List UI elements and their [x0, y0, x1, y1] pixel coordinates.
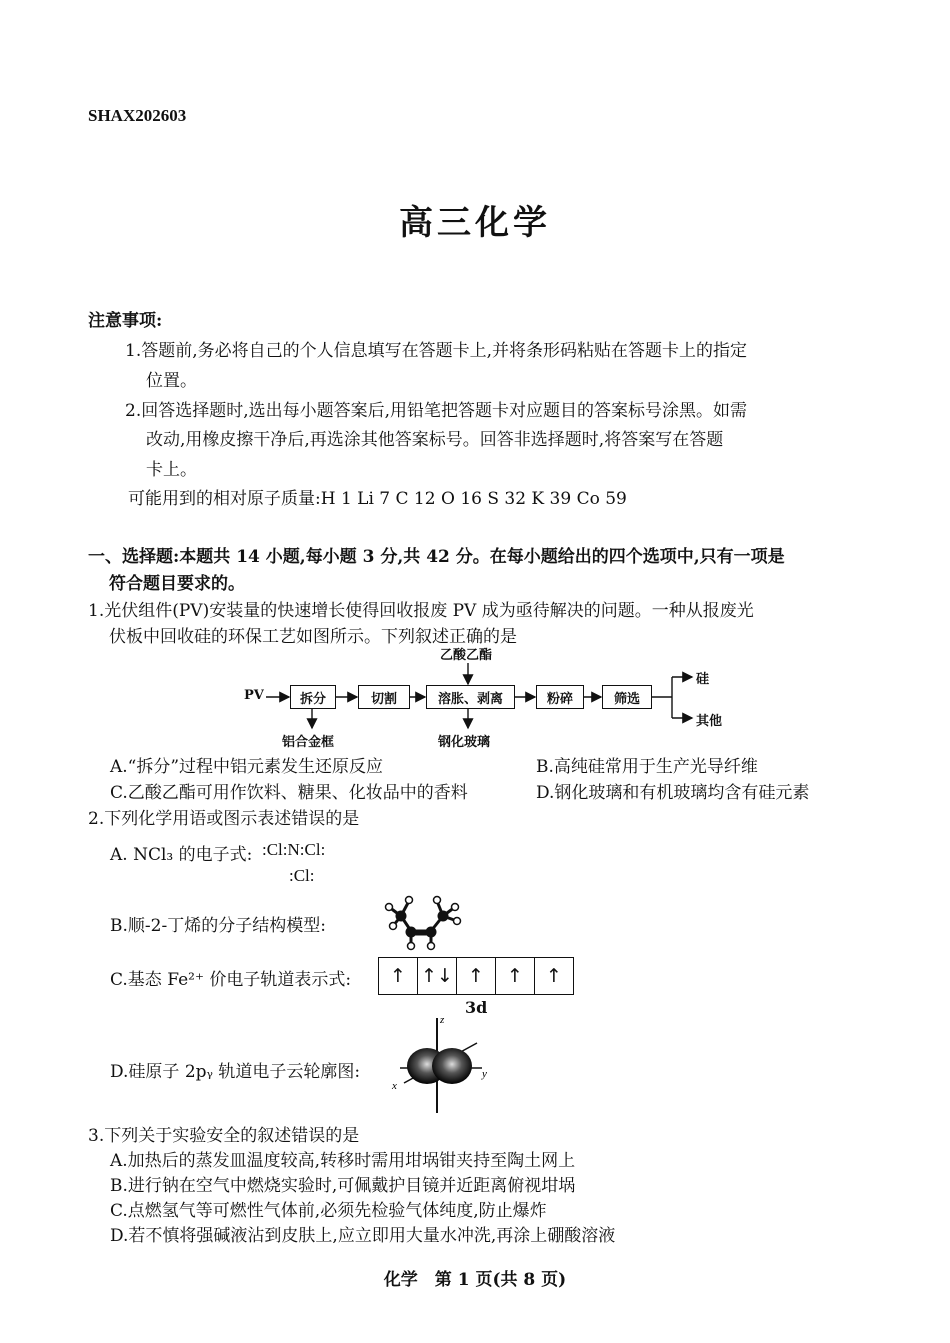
q1-option-c: C.乙酸乙酯可用作饮料、糖果、化妆品中的香料	[110, 783, 468, 803]
cis-2-butene-model	[380, 890, 470, 952]
orbital-box-1: ↑	[379, 958, 418, 994]
q2-option-c-label: C.基态 Fe²⁺ 价电子轨道表示式:	[110, 970, 352, 990]
q3-option-b: B.进行钠在空气中燃烧实验时,可佩戴护目镜并近距离俯视坩埚	[110, 1176, 576, 1196]
orbital-box-4: ↑	[496, 958, 535, 994]
flow-step-split: 拆分	[290, 685, 336, 709]
atomic-masses: 可能用到的相对原子质量:H 1 Li 7 C 12 O 16 S 32 K 39 Co 59	[128, 489, 627, 509]
q3-stem: 3.下列关于实验安全的叙述错误的是	[88, 1126, 360, 1146]
exam-code: SHAX202603	[88, 106, 187, 125]
page-footer: 化学 第 1 页(共 8 页)	[383, 1270, 567, 1290]
2py-orbital-cloud	[382, 1013, 492, 1115]
page-title: 高三化学	[399, 203, 551, 243]
q1-option-a: A.“拆分”过程中铝元素发生还原反应	[110, 757, 384, 777]
ncl3-electron-formula-bottom: :Cl:	[289, 866, 315, 885]
notice-item-1-cont: 位置。	[146, 371, 197, 391]
q3-option-a: A.加热后的蒸发皿温度较高,转移时需用坩埚钳夹持至陶土网上	[110, 1151, 576, 1171]
flow-out-other: 其他	[696, 714, 723, 729]
flow-step-cut: 切割	[358, 685, 410, 709]
flow-out-si: 硅	[696, 672, 710, 687]
notice-item-2-cont: 改动,用橡皮擦干净后,再选涂其他答案标号。回答非选择题时,将答案写在答题	[146, 430, 724, 450]
q3-option-d: D.若不慎将强碱液沾到皮肤上,应立即用大量水冲洗,再涂上硼酸溶液	[110, 1226, 616, 1246]
notice-heading: 注意事项:	[88, 311, 163, 331]
q1-option-b: B.高纯硅常用于生产光导纤维	[536, 757, 758, 777]
q3-option-c: C.点燃氢气等可燃性气体前,必须先检验气体纯度,防止爆炸	[110, 1201, 547, 1221]
axis-z-label: z	[440, 1014, 445, 1026]
q2-option-a-label: A. NCl₃ 的电子式:	[110, 845, 253, 865]
orbital-3d-label: 3d	[465, 998, 488, 1017]
q1-line1: 1.光伏组件(PV)安装量的快速增长使得回收报废 PV 成为亟待解决的问题。一种从报废光	[88, 601, 754, 621]
q1-option-d: D.钢化玻璃和有机玻璃均含有硅元素	[536, 783, 810, 803]
orbital-box-2: ↑↓	[418, 958, 457, 994]
section-1-line2: 符合题目要求的。	[109, 574, 245, 594]
axis-y-label: y	[482, 1068, 487, 1080]
flow-step-sieve: 筛选	[602, 685, 652, 709]
q1-line2: 伏板中回收硅的环保工艺如图所示。下列叙述正确的是	[109, 627, 517, 647]
flow-step-crush: 粉碎	[536, 685, 584, 709]
orbital-box-5: ↑	[546, 965, 562, 987]
axis-x-label: x	[392, 1080, 397, 1092]
ncl3-electron-formula: :Cl:N:Cl:	[262, 840, 326, 859]
notice-item-2-cont2: 卡上。	[146, 460, 197, 480]
q2-stem: 2.下列化学用语或图示表述错误的是	[88, 809, 360, 829]
flow-start-pv: PV	[244, 688, 264, 703]
notice-item-2: 2.回答选择题时,选出每小题答案后,用铅笔把答题卡对应题目的答案标号涂黑。如需	[125, 401, 748, 421]
notice-item-1: 1.答题前,务必将自己的个人信息填写在答题卡上,并将条形码粘贴在答题卡上的指定	[125, 341, 748, 361]
q2-option-b-label: B.顺-2-丁烯的分子结构模型:	[110, 916, 326, 936]
section-1-line1: 一、选择题:本题共 14 小题,每小题 3 分,共 42 分。在每小题给出的四个选项中,只有一项是	[88, 547, 785, 567]
orbital-diagram	[378, 957, 574, 995]
orbital-box-3: ↑	[457, 958, 496, 994]
flow-out-al-frame: 铝合金框	[282, 735, 335, 750]
flow-input-ethyl-acetate: 乙酸乙酯	[440, 648, 493, 663]
flow-out-glass: 钢化玻璃	[438, 735, 491, 750]
q2-option-d-label: D.硅原子 2pᵧ 轨道电子云轮廓图:	[110, 1062, 361, 1082]
flow-step-swell: 溶胀、剥离	[426, 685, 515, 709]
